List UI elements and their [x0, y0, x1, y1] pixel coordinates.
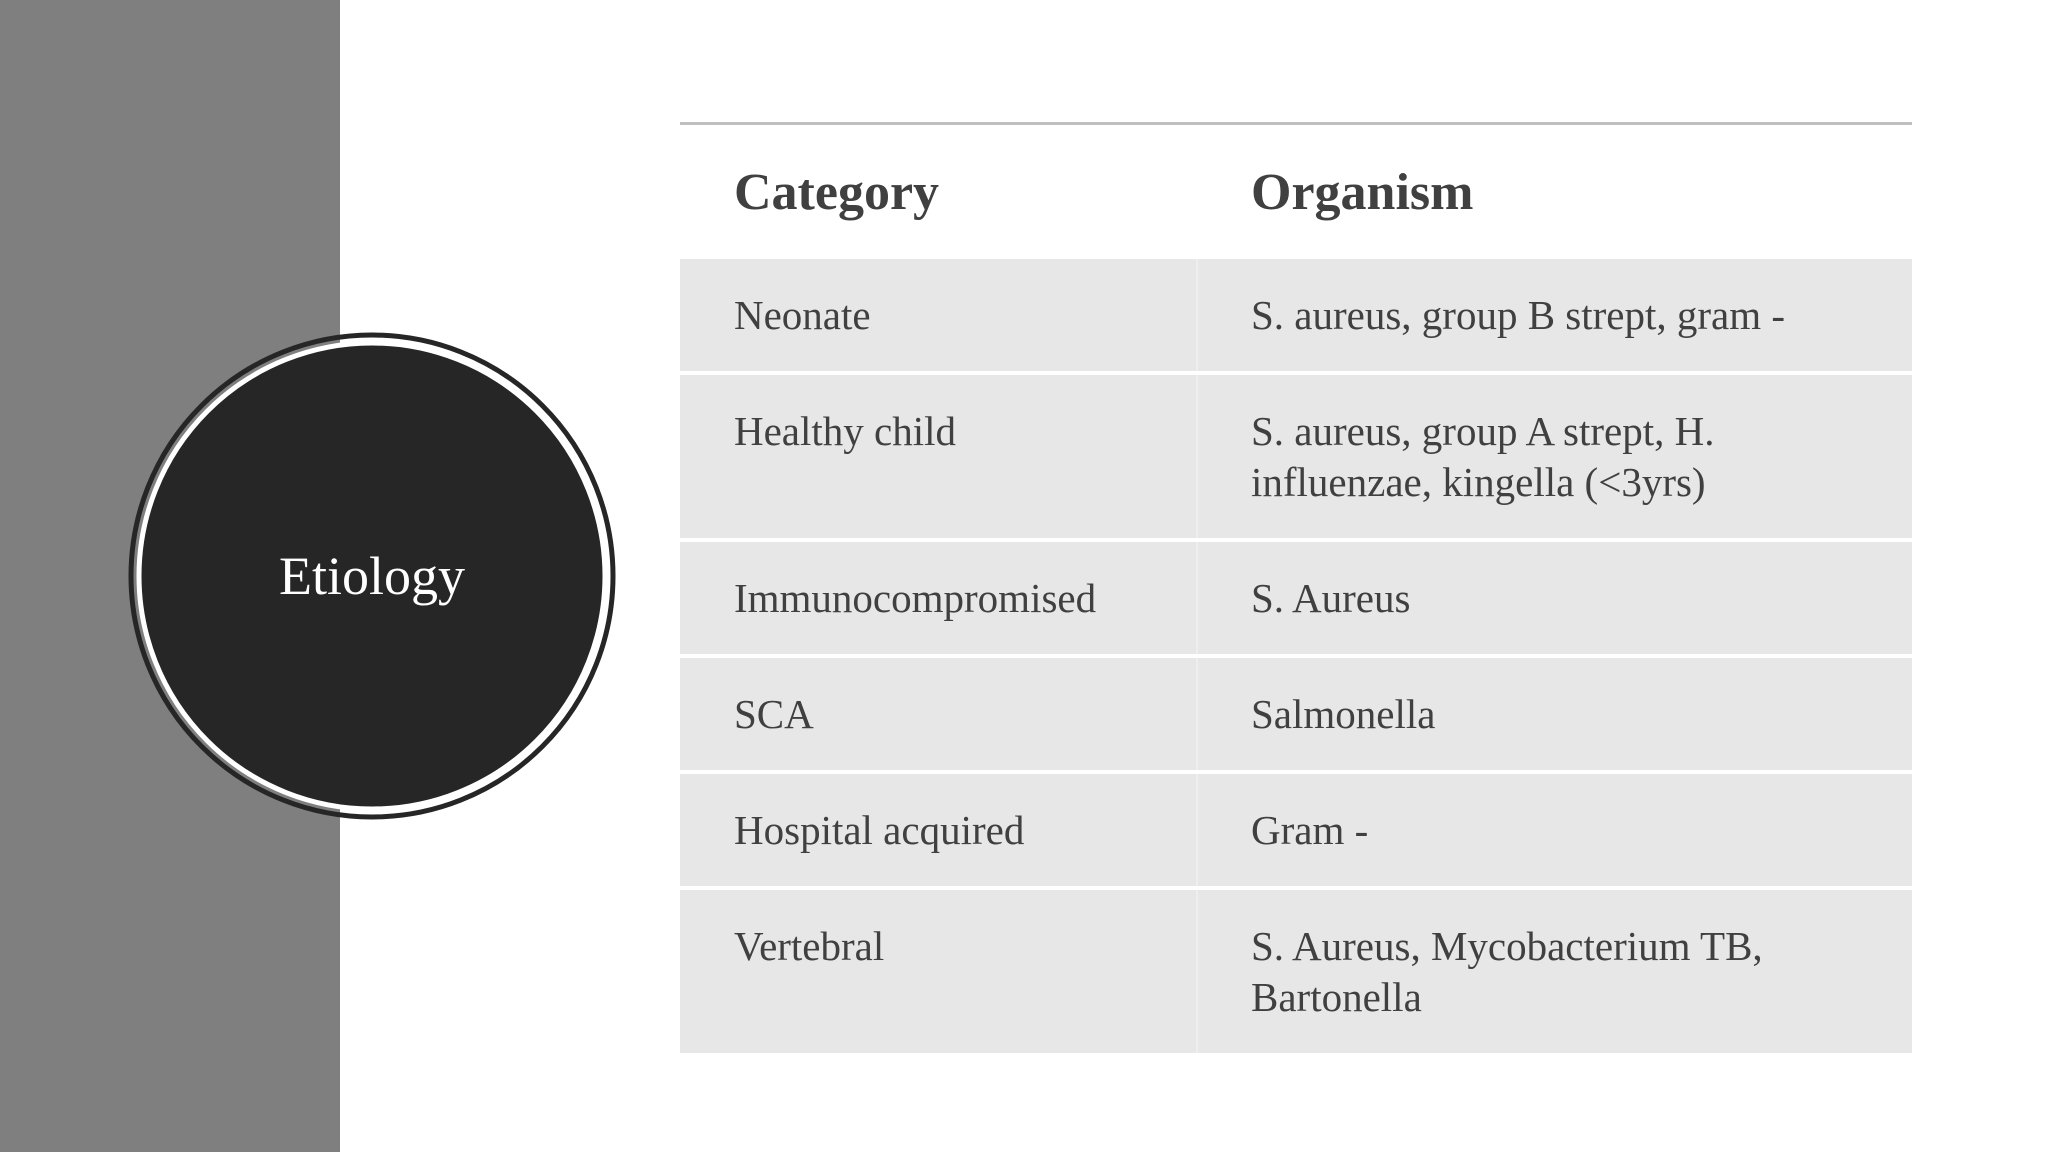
cell-organism: Gram -: [1197, 772, 1912, 888]
cell-category: Vertebral: [680, 888, 1197, 1053]
cell-category: Neonate: [680, 259, 1197, 373]
table-row: [680, 540, 1912, 656]
table-row: [680, 772, 1912, 888]
cell-organism: S. Aureus, Mycobacterium TB, Bartonella: [1197, 888, 1912, 1053]
cell-category: SCA: [680, 656, 1197, 772]
cell-organism: S. Aureus: [1197, 540, 1912, 656]
table-row: [680, 259, 1912, 373]
etiology-table: [680, 125, 1912, 1053]
header-organism: Organism: [1197, 125, 1912, 259]
cell-category: Immunocompromised: [680, 540, 1197, 656]
table-row: [680, 888, 1912, 1053]
header-category: Category: [680, 125, 1197, 259]
cell-organism: Salmonella: [1197, 656, 1912, 772]
title-circle: [127, 331, 617, 821]
table-row: [680, 373, 1912, 540]
cell-organism: S. aureus, group A strept, H. influenzae, kingella (<3yrs): [1197, 373, 1912, 540]
table-header-row: [680, 125, 1912, 259]
slide-title: Etiology: [279, 546, 465, 606]
table-row: [680, 656, 1912, 772]
etiology-table-container: [680, 122, 1912, 1053]
cell-organism: S. aureus, group B strept, gram -: [1197, 259, 1912, 373]
cell-category: Hospital acquired: [680, 772, 1197, 888]
cell-category: Healthy child: [680, 373, 1197, 540]
